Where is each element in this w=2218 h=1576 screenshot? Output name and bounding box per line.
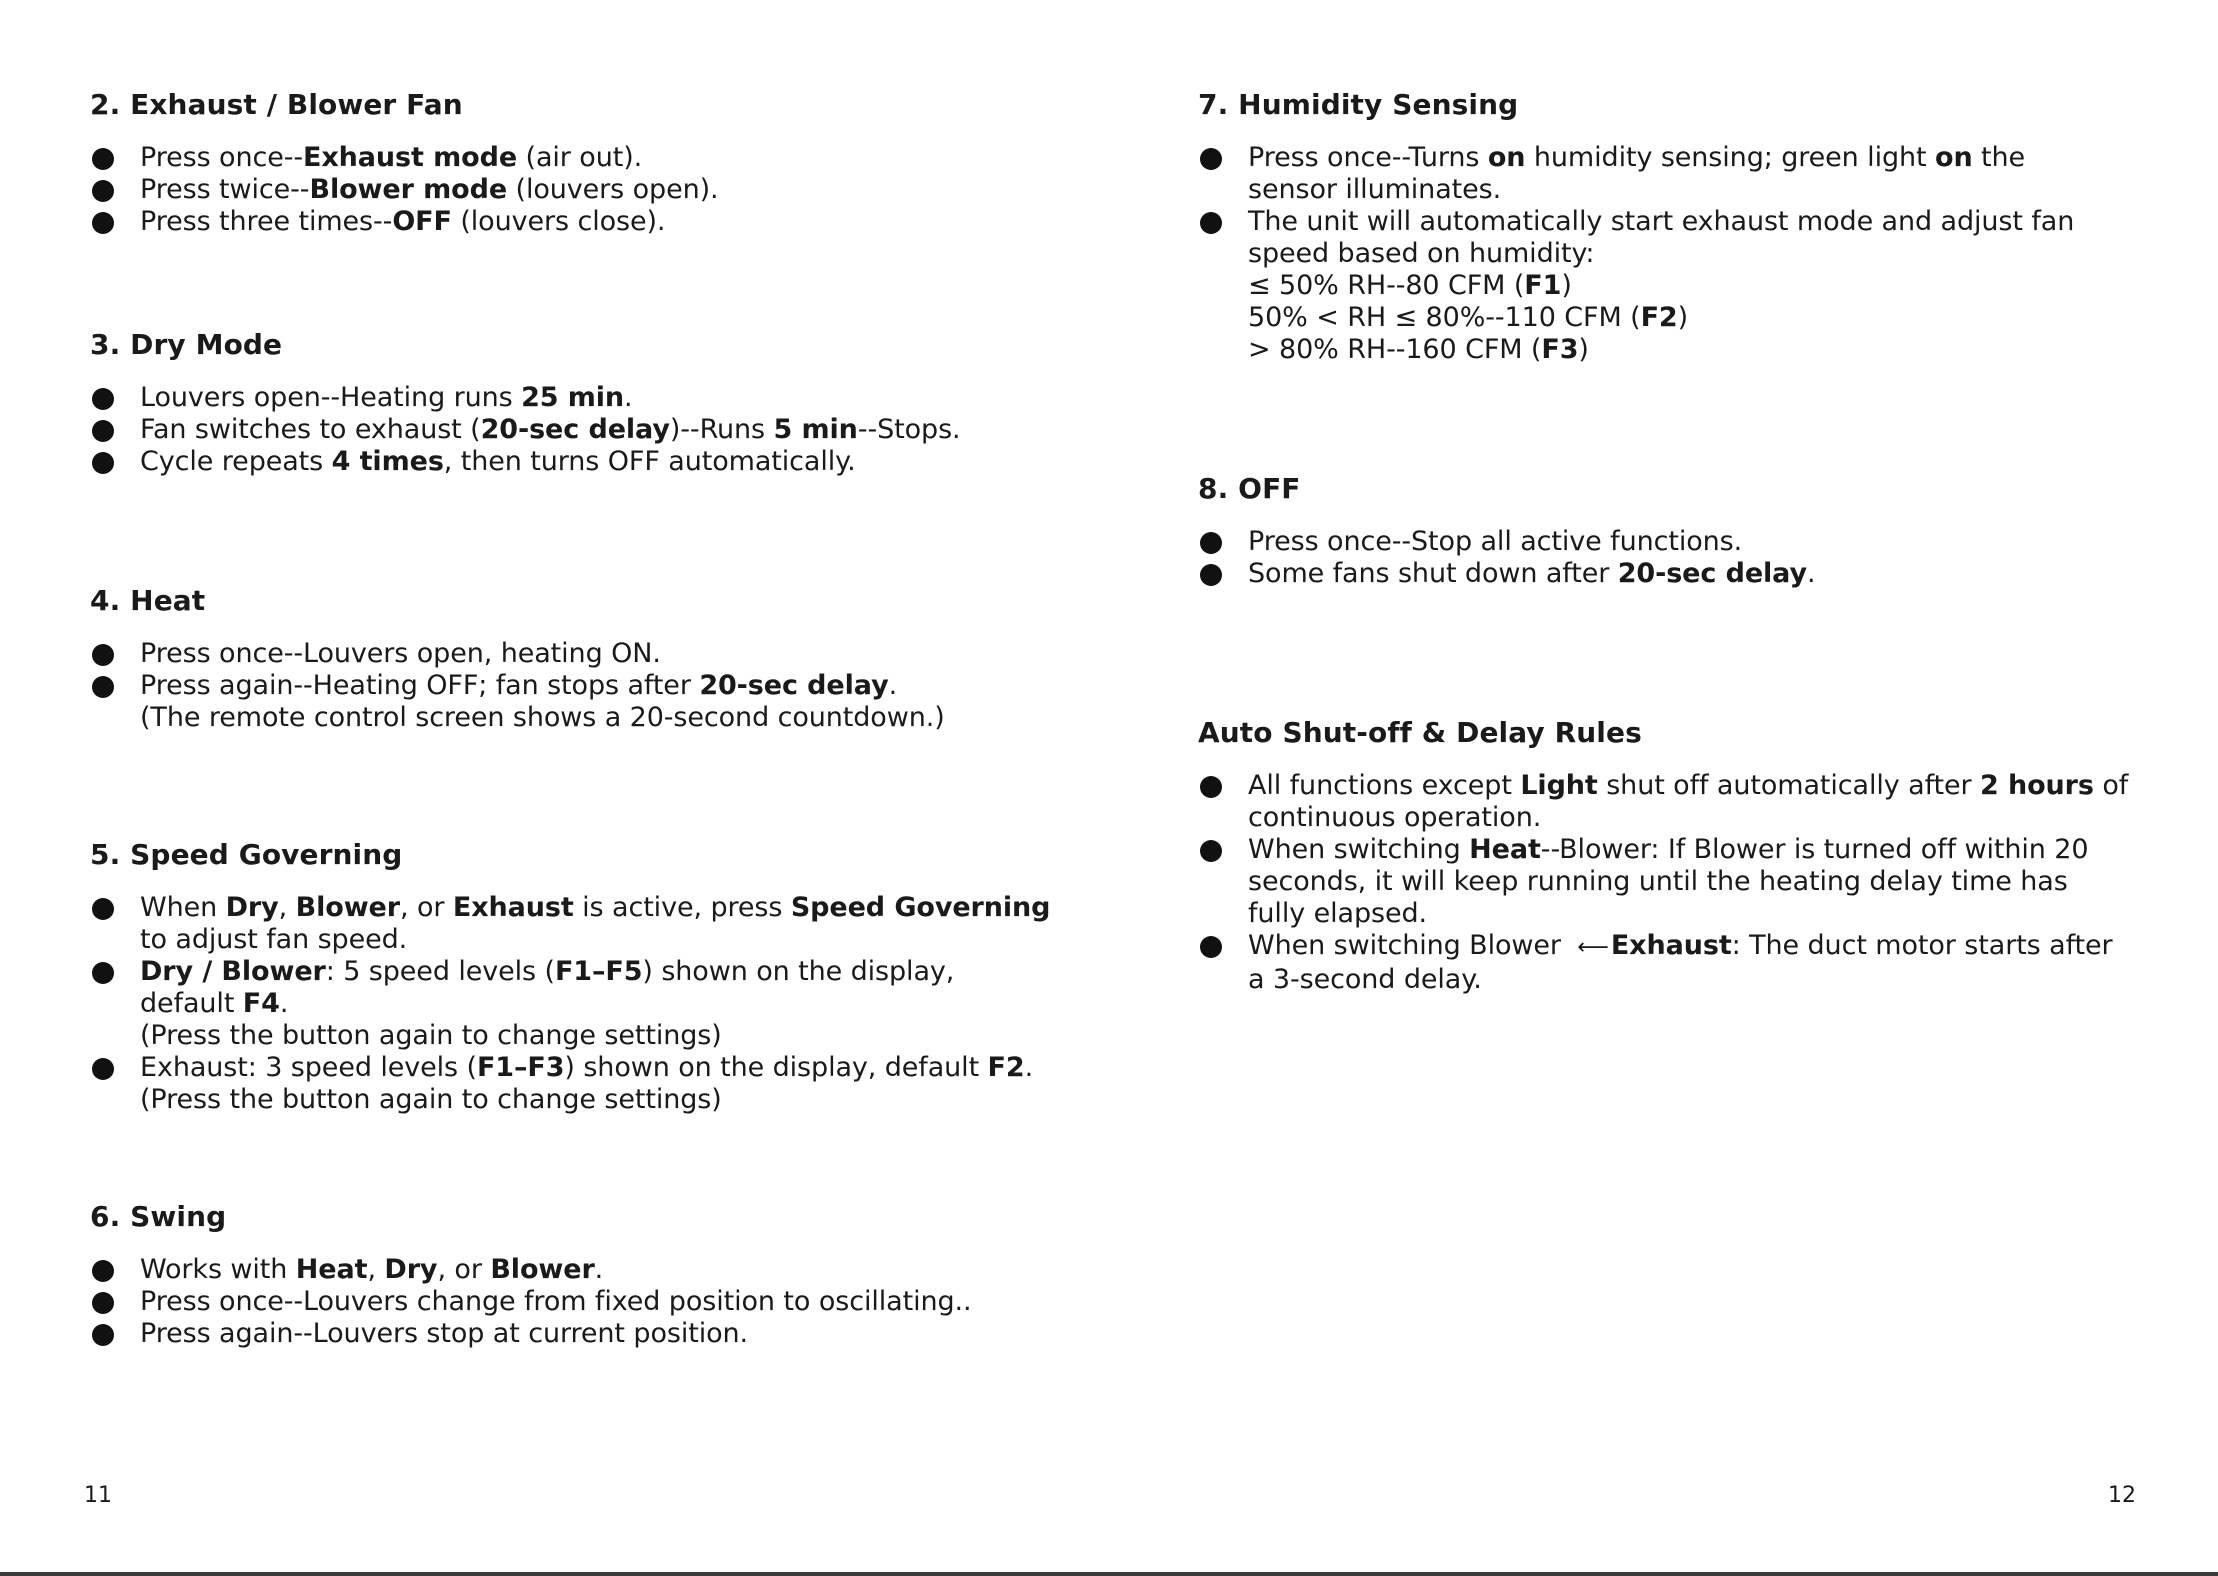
bullet-icon <box>92 962 114 984</box>
list-item: Exhaust: 3 speed levels (F1–F3) shown on the display, default F2. (Press the button again to change settings) <box>90 1052 1090 1116</box>
bullet-icon <box>92 1058 114 1080</box>
section-humidity-sensing <box>1198 88 2198 366</box>
bullet-list <box>1198 142 2198 366</box>
bullet-icon <box>92 420 114 442</box>
bullet-icon <box>1200 532 1222 554</box>
bullet-list <box>1198 770 2198 996</box>
bullet-list <box>90 892 1090 1116</box>
list-item: Press again--Louvers stop at current position. <box>90 1318 1090 1350</box>
bullet-icon <box>92 148 114 170</box>
section-exhaust-blower-fan <box>90 88 1090 238</box>
section-auto-shutoff-delay-rules <box>1198 716 2198 996</box>
bullet-icon <box>92 644 114 666</box>
list-item: Press once--Turns on humidity sensing; green light on the sensor illuminates. <box>1198 142 2198 206</box>
bullet-icon <box>92 180 114 202</box>
list-item: Some fans shut down after 20-sec delay. <box>1198 558 2198 590</box>
section-title: Auto Shut-off & Delay Rules <box>1198 716 1642 749</box>
section-title: 4. Heat <box>90 584 206 617</box>
section-title: 3. Dry Mode <box>90 328 283 361</box>
page-number-left: 11 <box>84 1483 112 1508</box>
bullet-icon <box>1200 564 1222 586</box>
section-title: 2. Exhaust / Blower Fan <box>90 88 463 121</box>
list-item: Press twice--Blower mode (louvers open). <box>90 174 1090 206</box>
bullet-icon <box>92 898 114 920</box>
humidity-range-high: > 80% RH--160 CFM (F3) <box>1248 334 1589 365</box>
bullet-icon <box>1200 148 1222 170</box>
humidity-range-low: ≤ 50% RH--80 CFM (F1) <box>1248 270 1572 301</box>
list-item: Press again--Heating OFF; fan stops after 20-sec delay. (The remote control screen shows a 20-second countdown.) <box>90 670 1090 734</box>
list-item: Dry / Blower: 5 speed levels (F1–F5) shown on the display, default F4. (Press the button again to change settings) <box>90 956 1090 1052</box>
list-item: When switching Heat--Blower: If Blower is turned off within 20 seconds, it will keep running until the heating delay time has fully elapsed. <box>1198 834 2198 930</box>
list-item: Cycle repeats 4 times, then turns OFF automatically. <box>90 446 1090 478</box>
bullet-list <box>1198 526 2198 590</box>
bullet-icon <box>1200 212 1222 234</box>
list-item: Louvers open--Heating runs 25 min. <box>90 382 1090 414</box>
section-title: 6. Swing <box>90 1200 227 1233</box>
list-item: Press once--Stop all active functions. <box>1198 526 2198 558</box>
bottom-edge-rule <box>0 1572 2218 1576</box>
bullet-icon <box>92 388 114 410</box>
section-speed-governing <box>90 838 1090 1116</box>
bullet-icon <box>1200 776 1222 798</box>
list-item: Press once--Louvers open, heating ON. <box>90 638 1090 670</box>
list-item: The unit will automatically start exhaust mode and adjust fan speed based on humidity: ≤ 50% RH--80 CFM (F1) 50% < RH ≤ 80%--110 CFM (F2) > 80% RH--160 CFM (F3) <box>1198 206 2198 366</box>
bullet-icon <box>92 676 114 698</box>
section-title: 8. OFF <box>1198 472 1301 505</box>
list-item: When Dry, Blower, or Exhaust is active, press Speed Governing to adjust fan speed. <box>90 892 1090 956</box>
bullet-icon <box>92 1292 114 1314</box>
list-item: Press once--Exhaust mode (air out). <box>90 142 1090 174</box>
list-item: Press three times--OFF (louvers close). <box>90 206 1090 238</box>
bullet-icon <box>92 212 114 234</box>
bullet-icon <box>92 1260 114 1282</box>
bullet-list <box>90 382 1090 478</box>
list-item: Press once--Louvers change from fixed position to oscillating.. <box>90 1286 1090 1318</box>
section-dry-mode <box>90 328 1090 478</box>
bullet-list <box>90 1254 1090 1350</box>
bullet-icon <box>1200 840 1222 862</box>
list-item: Fan switches to exhaust (20-sec delay)--Runs 5 min--Stops. <box>90 414 1090 446</box>
bullet-list <box>90 142 1090 238</box>
section-swing <box>90 1200 1090 1350</box>
section-title: 7. Humidity Sensing <box>1198 88 1519 121</box>
section-title: 5. Speed Governing <box>90 838 403 871</box>
bullet-list <box>90 638 1090 734</box>
list-item: All functions except Light shut off automatically after 2 hours of continuous operation. <box>1198 770 2198 834</box>
page-number-right: 12 <box>2108 1483 2136 1508</box>
list-item: Works with Heat, Dry, or Blower. <box>90 1254 1090 1286</box>
list-item: When switching Blower ⟵Exhaust: The duct motor starts after a 3-second delay. <box>1198 930 2198 996</box>
bullet-icon <box>1200 936 1222 958</box>
bullet-icon <box>92 1324 114 1346</box>
bullet-icon <box>92 452 114 474</box>
humidity-range-mid: 50% < RH ≤ 80%--110 CFM (F2) <box>1248 302 1689 333</box>
section-off <box>1198 472 2198 590</box>
section-heat <box>90 584 1090 734</box>
arrow-left-icon: ⟵ <box>1577 935 1609 960</box>
